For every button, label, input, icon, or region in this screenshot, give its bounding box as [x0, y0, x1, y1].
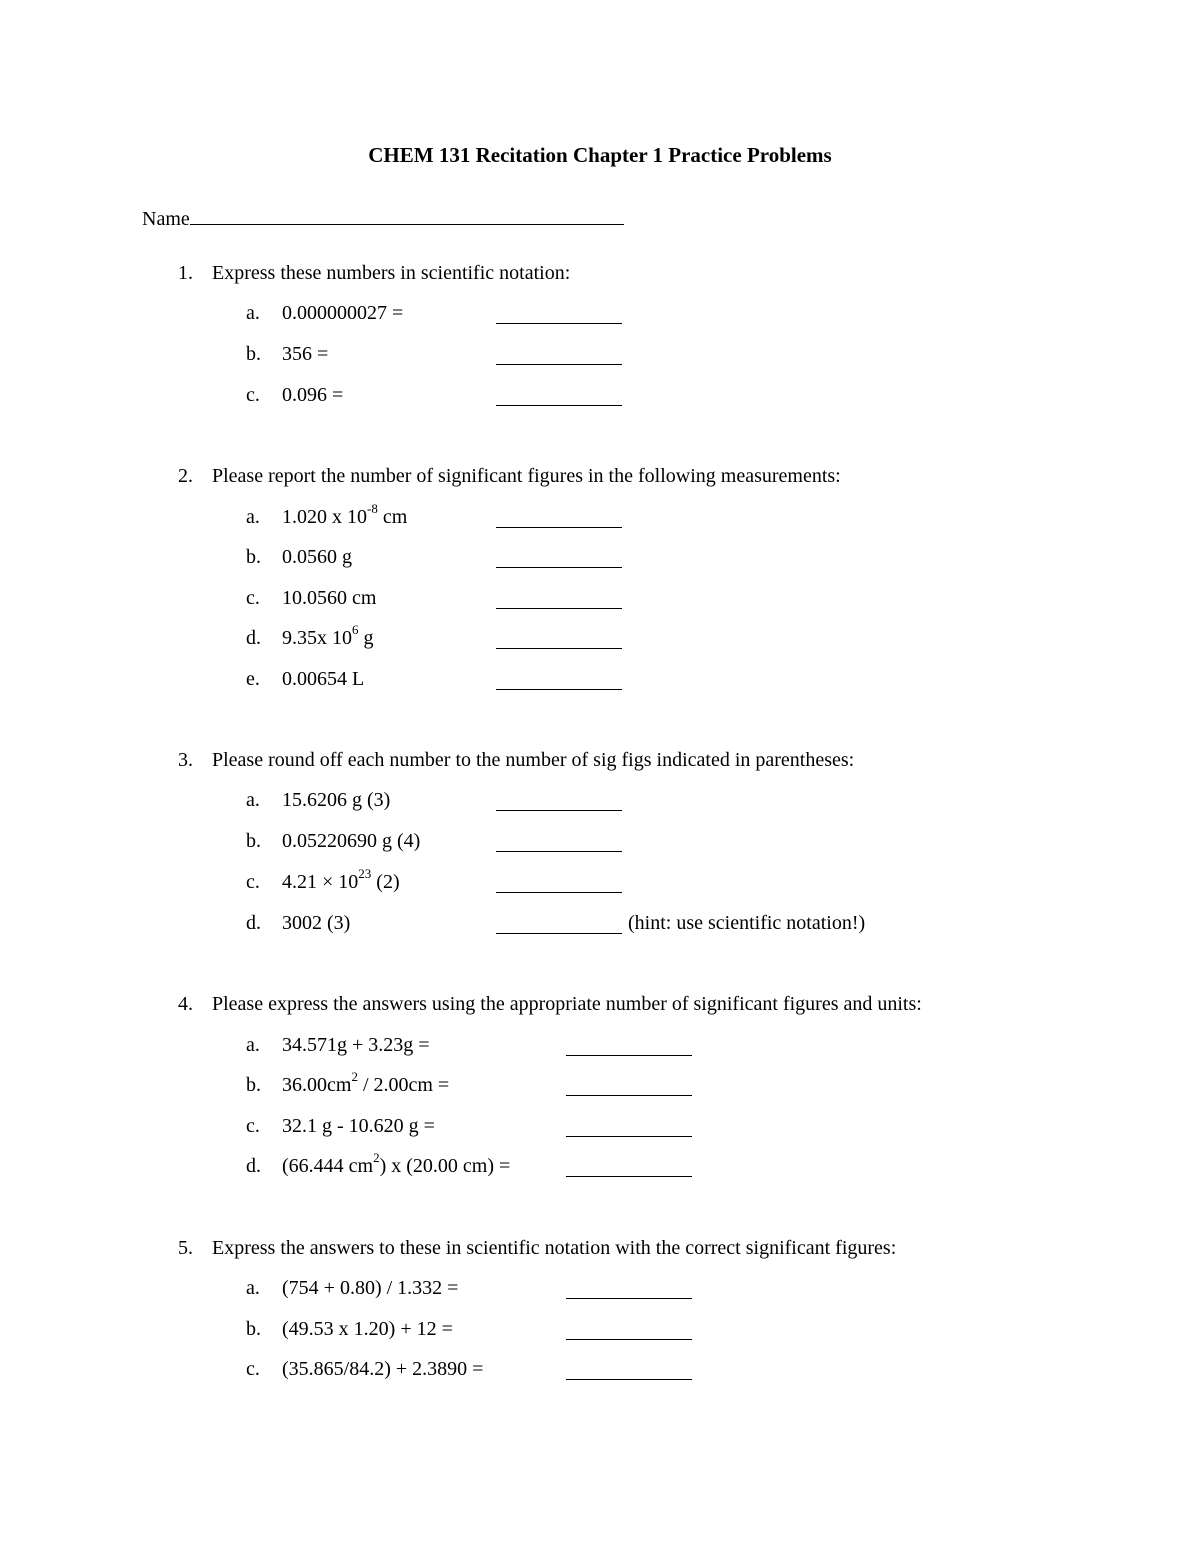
item-text: (49.53 x 1.20) + 12 =	[282, 1318, 453, 1340]
answer-blank[interactable]	[496, 405, 622, 406]
q2-item-a	[246, 501, 408, 529]
item-text: (35.865/84.2) + 2.3890 =	[282, 1358, 484, 1380]
item-text: 1.020 x 10	[282, 506, 367, 528]
item-text: 0.0560 g	[282, 546, 352, 568]
q5-item-a	[246, 1277, 458, 1300]
answer-blank[interactable]	[566, 1379, 692, 1380]
q2-item-c	[246, 587, 376, 610]
item-label: b.	[246, 546, 261, 568]
item-unit: / 2.00cm =	[357, 1074, 450, 1096]
answer-blank[interactable]	[496, 323, 622, 324]
item-exponent: 23	[358, 866, 372, 882]
item-label: d.	[246, 912, 261, 934]
answer-blank[interactable]	[566, 1176, 692, 1177]
item-label: b.	[246, 343, 261, 365]
q3-item-b	[246, 830, 420, 853]
question-2	[178, 465, 841, 488]
item-text: 0.096 =	[282, 384, 344, 406]
item-label: c.	[246, 587, 260, 609]
item-text: 4.21 × 10	[282, 871, 359, 893]
question-number: 1.	[178, 262, 193, 284]
item-label: a.	[246, 1034, 260, 1056]
item-text: 0.000000027 =	[282, 302, 404, 324]
item-label: b.	[246, 830, 261, 852]
item-label: e.	[246, 668, 260, 690]
item-label: b.	[246, 1318, 261, 1340]
q1-item-b	[246, 343, 328, 366]
item-label: d.	[246, 627, 261, 649]
question-3	[178, 749, 854, 772]
name-field[interactable]	[142, 206, 624, 231]
q3-item-a	[246, 789, 390, 812]
question-number: 2.	[178, 465, 193, 487]
item-label: c.	[246, 1358, 260, 1380]
question-number: 4.	[178, 993, 193, 1015]
item-text: 15.6206 g (3)	[282, 789, 391, 811]
item-exponent: 6	[352, 622, 359, 638]
q2-item-e	[246, 668, 364, 691]
item-text: (66.444 cm	[282, 1155, 374, 1177]
item-unit: g	[358, 627, 374, 649]
item-label: c.	[246, 1115, 260, 1137]
q1-item-a	[246, 302, 403, 325]
item-label: a.	[246, 506, 260, 528]
question-prompt: Express these numbers in scientific notation:	[212, 262, 571, 284]
q4-item-b	[246, 1069, 450, 1097]
answer-blank[interactable]	[496, 608, 622, 609]
answer-blank[interactable]	[496, 648, 622, 649]
item-label: a.	[246, 302, 260, 324]
question-prompt: Please round off each number to the number of sig figs indicated in parentheses:	[212, 749, 855, 771]
page-title: CHEM 131 Recitation Chapter 1 Practice Problems	[368, 143, 832, 167]
answer-blank[interactable]	[566, 1136, 692, 1137]
q5-item-b	[246, 1318, 453, 1341]
item-text: 9.35x 10	[282, 627, 352, 649]
answer-blank[interactable]	[496, 810, 622, 811]
answer-blank[interactable]	[566, 1298, 692, 1299]
question-prompt: Please report the number of significant figures in the following measurements:	[212, 465, 841, 487]
item-unit: ) x (20.00 cm) =	[379, 1155, 511, 1177]
q5-item-c	[246, 1358, 483, 1381]
question-prompt: Please express the answers using the appropriate number of significant figures and units:	[212, 993, 922, 1015]
answer-blank[interactable]	[566, 1095, 692, 1096]
item-text: 36.00cm	[282, 1074, 352, 1096]
q4-item-c	[246, 1115, 435, 1138]
question-1	[178, 262, 570, 285]
hint-text: (hint: use scientific notation!)	[628, 912, 866, 934]
item-text: 10.0560 cm	[282, 587, 377, 609]
item-exponent: 2	[373, 1150, 380, 1166]
q2-item-b	[246, 546, 352, 569]
item-text: 32.1 g - 10.620 g =	[282, 1115, 435, 1137]
q3-item-c	[246, 866, 400, 894]
name-blank-line[interactable]	[190, 206, 624, 225]
answer-blank[interactable]	[496, 689, 622, 690]
item-text: 356 =	[282, 343, 329, 365]
answer-blank[interactable]	[566, 1055, 692, 1056]
item-text: 0.05220690 g (4)	[282, 830, 421, 852]
q4-item-a	[246, 1034, 430, 1057]
answer-blank[interactable]	[496, 527, 622, 528]
item-label: a.	[246, 789, 260, 811]
item-text: 34.571g + 3.23g =	[282, 1034, 430, 1056]
answer-blank[interactable]	[496, 892, 622, 893]
q2-item-d	[246, 622, 374, 650]
item-label: a.	[246, 1277, 260, 1299]
item-label: c.	[246, 384, 260, 406]
item-exponent: -8	[367, 501, 378, 517]
answer-blank[interactable]	[496, 933, 622, 934]
item-text: 0.00654 L	[282, 668, 365, 690]
question-number: 5.	[178, 1237, 193, 1259]
q1-item-c	[246, 384, 343, 407]
item-unit: (2)	[371, 871, 400, 893]
question-4	[178, 993, 922, 1016]
answer-blank[interactable]	[496, 364, 622, 365]
item-exponent: 2	[351, 1069, 358, 1085]
item-label: b.	[246, 1074, 261, 1096]
question-5	[178, 1237, 896, 1260]
answer-blank[interactable]	[496, 851, 622, 852]
question-prompt: Express the answers to these in scientific notation with the correct significant figures:	[212, 1237, 897, 1259]
item-text: 3002 (3)	[282, 912, 351, 934]
item-label: c.	[246, 871, 260, 893]
question-number: 3.	[178, 749, 193, 771]
answer-blank[interactable]	[566, 1339, 692, 1340]
item-text: (754 + 0.80) / 1.332 =	[282, 1277, 459, 1299]
answer-blank[interactable]	[496, 567, 622, 568]
q3-item-d	[246, 912, 350, 935]
name-label: Name	[142, 208, 190, 230]
q4-item-d	[246, 1150, 511, 1178]
item-unit: cm	[377, 506, 408, 528]
item-label: d.	[246, 1155, 261, 1177]
